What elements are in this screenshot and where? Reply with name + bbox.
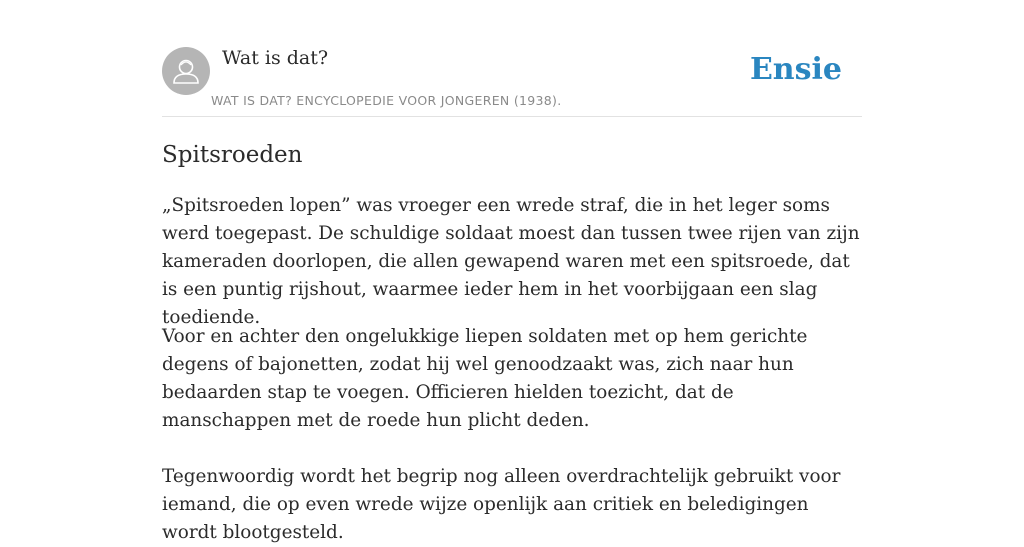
article-paragraph: Tegenwoordig wordt het begrip nog alleen overdrachtelijk gebruikt voor iemand, die op even wrede wijze openlijk aan critiek en beledigingen wordt blootgesteld.: [162, 466, 841, 543]
article-paragraph: Voor en achter den ongelukkige liepen soldaten met op hem gerichte degens of bajonetten, zodat hij wel genoodzaakt was, zich naar hun bedaarden stap te voegen. Officieren hielden toezicht, dat de manschappen met de roede hun plicht deden.: [162, 326, 808, 431]
source-header: [162, 46, 862, 117]
article-paragraph: „Spitsroeden lopen” was vroeger een wrede straf, die in het leger soms werd toegepast. De schuldige soldaat moest dan tussen twee rijen van zijn kameraden doorlopen, die allen gewapend waren met een spitsroede, dat is een puntig rijshout, waarmee ieder hem in het voorbijgaan een slag toediende.: [162, 195, 860, 328]
user-avatar-icon[interactable]: [162, 47, 210, 95]
article-headword: Spitsroeden: [162, 142, 303, 168]
ensie-logo[interactable]: Ensie: [749, 52, 842, 87]
source-title-link[interactable]: Wat is dat?: [222, 47, 329, 69]
avatar-silhouette: [162, 47, 210, 95]
source-subtitle: WAT IS DAT? ENCYCLOPEDIE VOOR JONGEREN (1938).: [211, 93, 562, 108]
